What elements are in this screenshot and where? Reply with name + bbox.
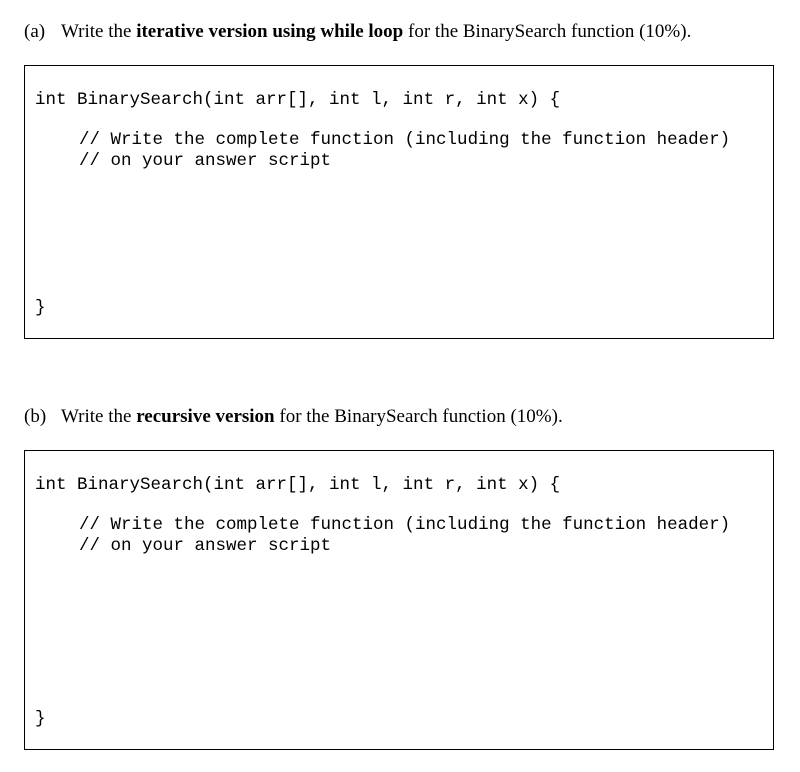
- closing-brace: }: [35, 709, 46, 729]
- question-text-end: for the BinarySearch function (10%).: [403, 21, 692, 42]
- code-comment-line-2: // on your answer script: [79, 536, 332, 556]
- question-text-end: for the BinarySearch function (10%).: [274, 406, 563, 427]
- code-comment-line-1: // Write the complete function (including the function header): [79, 515, 731, 535]
- question-text-start: Write the: [61, 406, 137, 427]
- question-emphasis: recursive version: [136, 406, 275, 427]
- code-comment-line-1: // Write the complete function (including the function header): [79, 130, 731, 150]
- code-box-b: [24, 450, 774, 750]
- code-box-a: [24, 65, 774, 339]
- code-comment-line-2: // on your answer script: [79, 151, 332, 171]
- question-emphasis: iterative version using while loop: [136, 21, 404, 42]
- question-b: [24, 405, 563, 429]
- closing-brace: }: [35, 298, 46, 318]
- question-label: (a): [24, 21, 46, 42]
- function-header: int BinarySearch(int arr[], int l, int r, int x) {: [35, 475, 561, 495]
- question-a: [24, 20, 691, 44]
- question-text-start: Write the: [61, 21, 137, 42]
- question-label: (b): [24, 406, 47, 427]
- function-header: int BinarySearch(int arr[], int l, int r, int x) {: [35, 90, 561, 110]
